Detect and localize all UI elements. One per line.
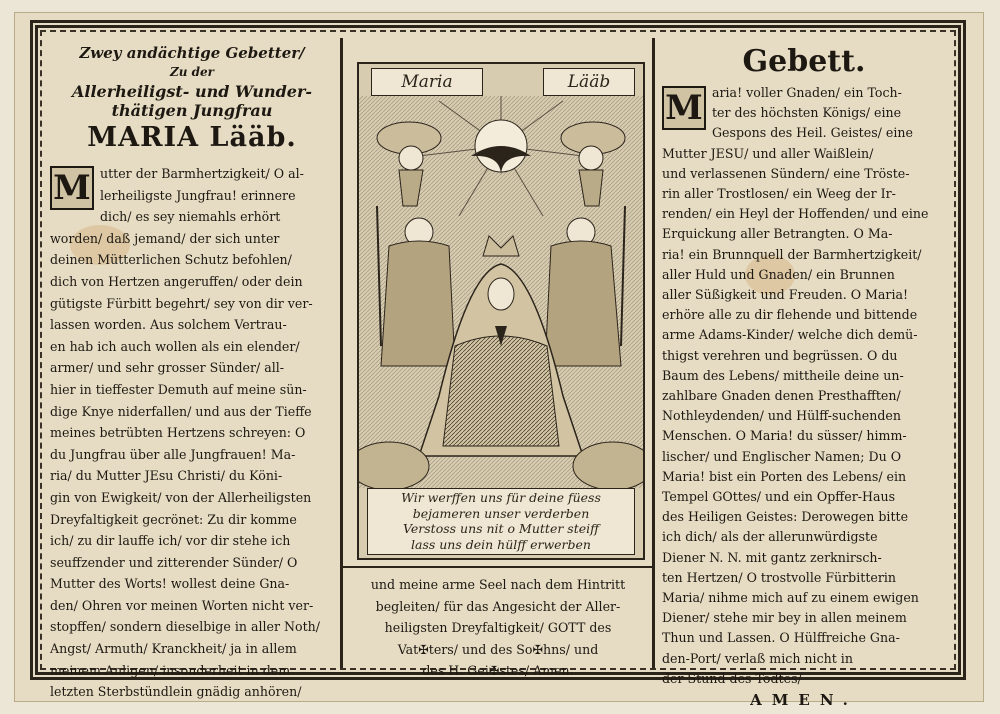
text-line: Baum des Lebens/ mittheile deine un-	[662, 367, 904, 383]
text-line: gütigste Fürbitt begehrt/ sey von dir ver-	[50, 295, 313, 311]
text-line: der Stund des Todtes/	[662, 670, 802, 686]
engraving-plate	[357, 62, 645, 560]
text-line: aller Huld und Gnaden/ ein Brunnen	[662, 266, 895, 282]
right-prayer-column	[662, 44, 946, 709]
text-line: ria! ein Brunnquell der Barmhertzigkeit/	[662, 246, 922, 262]
column-divider-right	[652, 38, 655, 668]
text-line: dige Knye niderfallen/ und aus der Tieffe	[50, 403, 312, 419]
left-prayer-column	[50, 44, 334, 703]
text-line: meines betrübten Hertzens schreyen: O	[50, 425, 306, 441]
text-line: zahlbare Gnaden denen Presthafften/	[662, 388, 901, 404]
text-line: ich/ zu dir lauffe ich/ vor dir stehe ich	[50, 533, 291, 549]
text-line: dich/ es sey niemahls erhört	[100, 209, 281, 225]
text-line: Menschen. O Maria! du süsser/ himm-	[662, 428, 907, 444]
text-line: und meine arme Seel nach dem Hintritt	[370, 577, 626, 592]
text-line: und verlassenen Sündern/ eine Tröste-	[662, 165, 910, 181]
dropcap: M	[662, 86, 706, 130]
text-line: arme Adams-Kinder/ welche dich demü-	[662, 327, 918, 343]
text-line: aria! voller Gnaden/ ein Toch-	[712, 85, 902, 100]
text-line: Vat✠ters/ und des So✠hns/ und	[397, 641, 599, 657]
text-line: Mutter JESU/ und aller Waißlein/	[662, 145, 874, 161]
text-line: Thun und Lassen. O Hülffreiche Gna-	[662, 630, 900, 646]
text-line: erhöre alle zu dir flehende und bittende	[662, 307, 918, 323]
text-line: Diener/ stehe mir bey in allen meinem	[662, 610, 907, 626]
text-line: dich von Hertzen angeruffen/ oder dein	[50, 273, 303, 289]
text-line: heiligsten Dreyfaltigkeit/ GOTT des	[384, 620, 612, 636]
text-line: ter des höchsten Königs/ eine	[712, 105, 902, 121]
center-bottom-text	[348, 574, 648, 682]
text-line: gin von Ewigkeit/ von der Allerheiligsten	[50, 489, 312, 505]
text-line: lerheiligste Jungfrau! erinnere	[100, 187, 296, 203]
heading-line: Zu der	[169, 65, 214, 79]
heading-line: thätigen Jungfrau	[111, 101, 273, 120]
text-line: den-Port/ verlaß mich nicht in	[662, 650, 853, 666]
text-line: Maria! bist ein Porten des Lebens/ ein	[662, 468, 907, 484]
text-line: Mutter des Worts! wollest deine Gna-	[50, 576, 290, 592]
heading-maria-laab: MARIA Lääb.	[87, 122, 297, 153]
caption-line: lass uns dein hülff erwerben	[411, 536, 591, 552]
dropcap: M	[50, 166, 94, 210]
text-line: meinem Anligen/ insonderheit in dem	[50, 662, 291, 678]
text-line: seuffzender und zitterender Sünder/ O	[50, 554, 298, 570]
heading-line: Allerheiligst- und Wunder-	[71, 82, 313, 101]
left-prayer-text	[50, 163, 334, 703]
plate-label-right: Lääb	[543, 68, 635, 96]
heading-line: Zwey andächtige Gebetter/	[79, 44, 305, 62]
text-line: rin aller Trostlosen/ ein Weeg der Ir-	[662, 186, 896, 202]
column-divider-left	[340, 38, 343, 668]
center-divider	[343, 566, 652, 568]
text-line: armer/ und sehr grosser Sünder/ all-	[50, 360, 285, 376]
text-line: Maria/ nihme mich auf zu einem ewigen	[662, 590, 919, 606]
text-line: Dreyfaltigkeit gecrönet: Zu dir komme	[50, 511, 297, 527]
caption-line: Wir werffen uns für deine füess	[401, 490, 601, 505]
text-line: des H. Gei✠stes/ Amen.	[422, 663, 574, 679]
madonna-engraving	[359, 96, 643, 488]
text-line: renden/ ein Heyl der Hoffenden/ und eine	[662, 206, 929, 222]
text-line: aller Süßigkeit und Freuden. O Maria!	[662, 287, 909, 303]
text-line: Erquickung aller Betrangten. O Ma-	[662, 226, 893, 242]
text-line: en hab ich auch wollen als ein elender/	[50, 338, 300, 354]
text-line: Tempel GOttes/ und ein Opffer-Haus	[662, 489, 896, 505]
text-line: worden/ daß jemand/ der sich unter	[50, 230, 280, 246]
caption-line: bejameren unser verderben	[412, 505, 590, 521]
text-line: stopffen/ sondern dieselbige in aller Noth/	[50, 619, 321, 635]
text-line: ich dich/ als der allerunwürdigste	[662, 529, 878, 545]
text-line: den/ Ohren vor meinen Worten nicht ver-	[50, 597, 314, 613]
text-line: hier in tieffester Demuth auf meine sün-	[50, 381, 307, 397]
text-line: thigst verehren und begrüssen. O du	[662, 347, 898, 363]
text-line: lassen worden. Aus solchem Vertrau-	[50, 317, 287, 333]
amen: AMEN.	[750, 691, 858, 710]
text-line: deinen Mütterlichen Schutz befohlen/	[50, 252, 292, 268]
text-line: du Jungfrau über alle Jungfrauen! Ma-	[50, 446, 296, 462]
text-line: Gespons des Heil. Geistes/ eine	[712, 125, 913, 141]
engraving-caption	[367, 488, 635, 555]
heading-gebett: Gebett.	[742, 44, 866, 79]
text-line: Nothleydenden/ und Hülff-suchenden	[662, 408, 901, 424]
text-line: Angst/ Armuth/ Kranckheit/ ja in allem	[50, 641, 297, 657]
plate-label-left: Maria	[371, 68, 483, 96]
text-line: letzten Sterbstündlein gnädig anhören/	[50, 684, 302, 700]
text-line: utter der Barmhertzigkeit/ O al-	[100, 166, 304, 181]
text-line: begleiten/ für das Angesicht der Aller-	[375, 598, 621, 614]
right-prayer-text	[662, 83, 946, 689]
text-line: lischer/ und Englischer Namen; Du O	[662, 448, 902, 464]
text-line: ten Hertzen/ O trostvolle Fürbitterin	[662, 569, 897, 585]
text-line: des Heiligen Geistes: Derowegen bitte	[662, 509, 909, 525]
caption-line: Verstoss uns nit o Mutter steiff	[403, 521, 599, 536]
text-line: ria/ du Mutter JEsu Christi/ du Köni-	[50, 468, 283, 484]
text-line: Diener N. N. mit gantz zerknirsch-	[662, 549, 882, 565]
